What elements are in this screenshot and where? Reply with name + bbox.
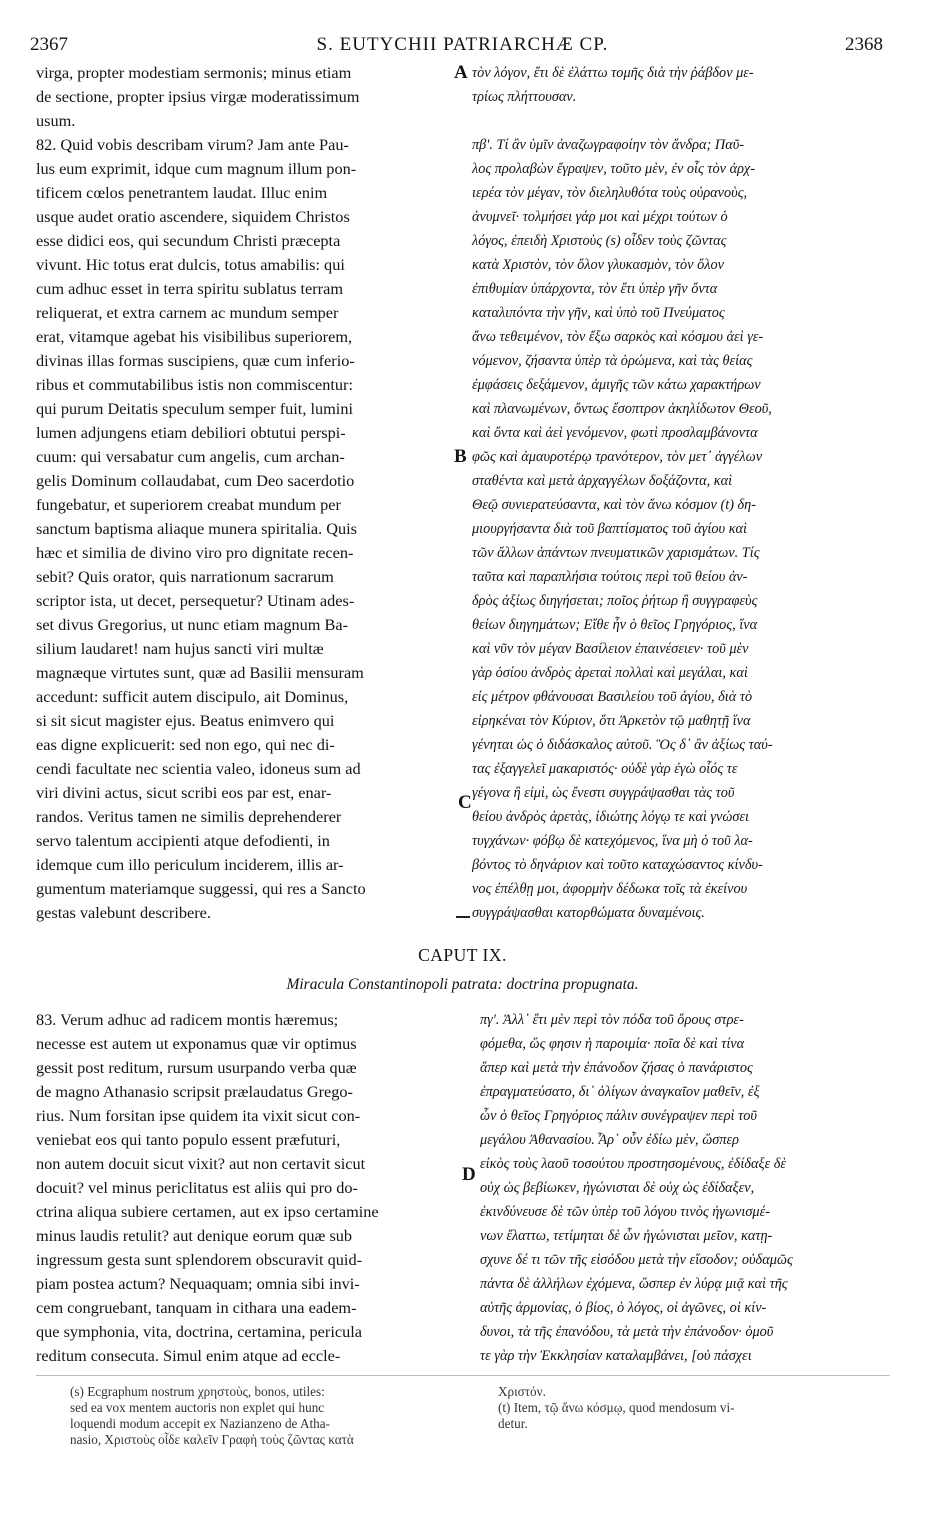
latin-text-line: magnæque virtutes sunt, quæ ad Basilii mensuram [36, 663, 364, 682]
footnote-line: (s) Ecgraphum nostrum χρηστοὺς, bonos, utiles: [70, 1384, 325, 1399]
greek-text-line: γέγονα ἢ εἰμὶ, ὡς ἔνεστι συγγράψασθαι τὰς τοῦ [472, 785, 735, 801]
greek-text-line: ἐμφάσεις δεξάμενον, ἀμιγῆς τῶν κάτω χαρακτήρων [472, 377, 761, 393]
latin-text-line: esse didici eos, qui secundum Christi præcepta [36, 231, 341, 250]
greek-text-line: τῶν ἄλλων ἁπάντων πνευματικῶν χαρισμάτων. Τίς [472, 545, 760, 561]
margin-letter-a: A [454, 62, 468, 83]
latin-text-line: ingressum gesta sunt splendorem obscuravit quid- [36, 1250, 363, 1269]
footnote-line: Χριστόν. [498, 1384, 546, 1399]
latin-text-line: gelis Dominum collaudabat, cum Deo sacerdotio [36, 471, 355, 490]
greek-text-line: γὰρ ὁσίου ἀνδρὸς ἀρεταὶ πολλαὶ καὶ μεγάλαι, καὶ [472, 665, 748, 681]
greek-text-line: πγʹ. Ἀλλ᾽ ἔτι μὲν περὶ τὸν πόδα τοῦ ὄρους στρε- [480, 1012, 744, 1028]
latin-text-line: cum adhuc esset in terra spiritu sublatus terram [36, 279, 343, 298]
latin-text-line: gumentum materiamque suggessi, qui res a Sancto [36, 879, 366, 898]
chapter-title: CAPUT IX. [418, 945, 507, 965]
latin-text-line: cem congruebant, tanquam in cithara una eadem- [36, 1298, 357, 1317]
greek-text-line: θείων διηγημάτων; Εἴθε ἦν ὁ θεῖος Γρηγόριος, ἵνα [472, 617, 758, 633]
latin-text-line: reditum consecuta. Simul enim atque ad eccle- [36, 1346, 341, 1365]
margin-letter-b: B [454, 446, 467, 467]
latin-text-line: sanctum baptisma aliaque munera spiritalia. Quis [36, 519, 358, 538]
greek-text-line: καταλιπόντα τὴν γῆν, καὶ ὑπὸ τοῦ Πνεύματος [472, 305, 725, 321]
page-number-right: 2368 [845, 34, 883, 55]
latin-text-line: cuum: qui versabatur cum angelis, cum archan- [36, 447, 345, 466]
greek-text-line: δρὸς ἀξίως διηγήσεται; ποῖος ῥήτωρ ἢ συγγραφεὺς [472, 593, 758, 609]
latin-text-line: que symphonia, vita, doctrina, certamina, pericula [36, 1322, 362, 1341]
margin-letter-d: D [462, 1164, 476, 1185]
latin-text-line: non autem docuit sicut vixit? aut non certavit sicut [36, 1154, 366, 1173]
greek-text-line: μεγάλου Ἀθανασίου. Ἆρ᾽ οὖν ἐδίω μὲν, ὥσπερ [480, 1132, 740, 1148]
greek-text-line: εἰκὸς τοὺς λαοῦ τοσούτου προστησομένους, ἐδίδαξε δὲ [480, 1156, 787, 1172]
latin-text-line: fungebatur, et superiorem creabat mundum per [36, 495, 341, 514]
greek-column-section-1 [472, 61, 773, 925]
greek-text-line: ἐπιθυμίαν ὑπάρχοντα, τὸν ἔτι ὑπὲρ γῆν ὄντα [472, 281, 718, 297]
greek-text-line [472, 109, 773, 133]
greek-text-line: καὶ νῦν τὸν μέγαν Βασίλειον ἐπαινέσειεν· τοῦ μὲν [472, 641, 749, 657]
latin-text-line: 83. Verum adhuc ad radicem montis hæremus; [36, 1010, 339, 1029]
latin-text-line: docuit? vel minus periclitatus est aliis qui pro do- [36, 1178, 358, 1197]
latin-text-line: qui purum Deitatis speculum semper fuit, lumini [36, 399, 353, 418]
latin-text-line: servo talentum accipienti atque defodienti, in [36, 831, 330, 850]
page-number-left: 2367 [30, 34, 68, 55]
footnote-line: (t) Item, τῷ ἄνω κόσμῳ, quod mendosum vi- [498, 1400, 735, 1415]
greek-text-line: νος ἐπέλθῃ μοι, ἀφορμὴν δέδωκα τοῖς τὰ ἐκείνου [472, 881, 748, 897]
greek-text-line: τυγχάνων· φόβῳ δὲ κατεχόμενος, ἵνα μὴ ὁ τοῦ λα- [472, 833, 753, 849]
greek-text-line: νων ἔλαττω, τετίμηται δὲ ὧν ἠγώνισται μεῖον, κατῃ- [480, 1228, 773, 1244]
greek-text-line: οὐχ ὡς βεβίωκεν, ἠγώνισται δὲ οὐχ ὡς ἐδίδαξεν, [480, 1180, 755, 1196]
latin-column-section-2 [36, 1008, 379, 1368]
latin-column-section-1 [36, 61, 366, 925]
latin-text-line: cendi facultate nec scientia valeo, idoneus sum ad [36, 759, 361, 778]
latin-text-line: scriptor ista, ut decet, persequetur? Utinam ades- [36, 591, 355, 610]
footnote-line: loquendi modum accepit ex Nazianzeno de Atha- [70, 1416, 330, 1431]
greek-text-line: ἅπερ καὶ μετὰ τὴν ἐπάνοδον ζήσας ὁ πανάριστος [480, 1060, 753, 1076]
latin-text-line: idemque cum illo periculum inciderem, illis ar- [36, 855, 344, 874]
greek-text-line: ἄνω τεθειμένον, τὸν ἔξω σαρκὸς καὶ κόσμου ἀεὶ γε- [472, 329, 764, 345]
margin-letter-c: C [458, 792, 472, 813]
latin-text-line: hæc et similia de divino viro pro dignitate recen- [36, 543, 354, 562]
greek-text-line: συγγράψασθαι κατορθώματα δυναμένοις. [472, 905, 705, 921]
greek-text-line: Θεῷ συνιερατεύσαντα, καὶ τὸν ἄνω κόσμον (t) δη- [472, 497, 757, 513]
greek-text-line: κατὰ Χριστὸν, τὸν ὅλον γλυκασμὸν, τὸν ὅλον [472, 257, 724, 273]
latin-text-line: si sit sicut magister ejus. Beatus enimvero qui [36, 711, 335, 730]
greek-text-line: τε γὰρ τὴν Ἐκκλησίαν καταλαμβάνει, [οὐ πάσχει [480, 1348, 752, 1364]
latin-text-line: reliquerat, et extra carnem ac mundum semper [36, 303, 339, 322]
latin-text-line: lumen adjungens etiam debiliori obtutui perspi- [36, 423, 346, 442]
latin-text-line: ribus et commutabilibus istis non commiscentur: [36, 375, 353, 394]
greek-text-line: πάντα δὲ ἀλλήλων ἐχόμενα, ὥσπερ ἐν λύρᾳ μιᾷ καὶ τῆς [480, 1276, 788, 1292]
latin-text-line: accedunt: sufficit autem discipulo, ait Dominus, [36, 687, 349, 706]
greek-text-line: ὧν ὁ θεῖος Γρηγόριος πάλιν συνέγραψεν περὶ τοῦ [480, 1108, 757, 1124]
greek-text-line: καὶ ὄντα καὶ ἀεὶ γενόμενον, φωτὶ προσλαμβάνοντα [472, 425, 758, 441]
greek-text-line: φῶς καὶ ἀμαυροτέρῳ τρανότερον, τὸν μετ᾽ ἀγγέλων [472, 449, 763, 465]
latin-text-line: randos. Veritus tamen ne similis deprehenderer [36, 807, 342, 826]
latin-text-line: virga, propter modestiam sermonis; minus etiam [36, 63, 352, 82]
greek-text-line: σταθέντα καὶ μετὰ ἀρχαγγέλων δοξάζοντα, καὶ [472, 473, 733, 489]
greek-text-line: δυνοι, τὰ τῆς ἐπανόδου, τὰ μετὰ τὴν ἐπάνοδον· ὁμοῦ [480, 1324, 774, 1340]
greek-text-line: θείου ἀνδρὸς ἀρετὰς, ἰδιώτης λόγῳ τε καὶ γνώσει [472, 809, 750, 825]
latin-text-line: gestas valebunt describere. [36, 903, 211, 922]
running-title: S. EUTYCHII PATRIARCHÆ CP. [316, 34, 609, 55]
greek-text-line: ἀνυμνεῖ· τολμήσει γάρ μοι καὶ μέχρι τούτων ὁ [472, 209, 728, 225]
greek-text-line: ταῦτα καὶ παραπλήσια τούτοις περὶ τοῦ θείου ἀν- [472, 569, 748, 585]
greek-text-line: ιερέα τὸν μέγαν, τὸν διεληλυθότα τοὺς οὐρανοὺς, [472, 185, 748, 201]
latin-text-line: eas digne explicuerit: sed non ego, qui nec di- [36, 735, 335, 754]
greek-text-line: τὸν λόγον, ἔτι δὲ ἐλάττω τομῆς διὰ τὴν ῥάβδον με- [472, 65, 754, 81]
latin-text-line: viri divini actus, sicut scribi eos par est, enar- [36, 783, 332, 802]
greek-text-line: μιουργήσαντα διὰ τοῦ βαπτίσματος τοῦ ἁγίου καὶ [472, 521, 748, 537]
greek-text-line: εἰς μέτρον φθάνουσαι Βασιλείου τοῦ ἁγίου, διὰ τὸ [472, 689, 753, 705]
latin-text-line: sebit? Quis orator, quis narrationum sacrarum [36, 567, 334, 586]
greek-text-line: λόγος, ἐπειδὴ Χριστοὺς (s) οἶδεν τοὺς ζῶντας [472, 233, 727, 249]
greek-text-line: φόμεθα, ὥς φησιν ἡ παροιμία· ποῖα δὲ καὶ τίνα [480, 1036, 745, 1052]
greek-text-line: τας ἐξαγγελεῖ μακαριστός· οὐδὲ γὰρ ἐγὼ οἷός τε [472, 761, 738, 777]
footnotes-right [498, 1384, 735, 1432]
footnote-rule [36, 1375, 890, 1376]
latin-text-line: vivunt. Hic totus erat dulcis, totus amabilis: qui [36, 255, 345, 274]
latin-text-line: rius. Num forsitan ipse quidem ita vixit sicut con- [36, 1106, 361, 1125]
latin-text-line: usum. [36, 111, 76, 130]
greek-text-line: ἐκινδύνευσε δὲ τῶν ὑπὲρ τοῦ λόγου τινὸς ἠγωνισμέ- [480, 1204, 770, 1220]
greek-text-line: ἐπραγματεύσατο, δι᾽ ὀλίγων ἀναγκαῖον μαθεῖν, ἐξ [480, 1084, 760, 1100]
greek-text-line: γένηται ὡς ὁ διδάσκαλος αὐτοῦ. Ὃς δ᾽ ἂν ἀξίως ταύ- [472, 737, 773, 753]
latin-text-line: de magno Athanasio scripsit prælaudatus Grego- [36, 1082, 353, 1101]
latin-text-line: de sectione, propter ipsius virgæ moderatissimum [36, 87, 360, 106]
latin-text-line: tificem cœlos penetrantem laudat. Illuc enim [36, 183, 328, 202]
latin-text-line: 82. Quid vobis describam virum? Jam ante Pau- [36, 135, 349, 154]
latin-text-line: erat, vitamque agebat his visibilibus superiorem, [36, 327, 353, 346]
latin-text-line: silium laudaret! nam hujus sancti viri multæ [36, 639, 324, 658]
latin-text-line: minus laudis retulit? aut denique eorum quæ sub [36, 1226, 353, 1245]
latin-text-line: necesse est autem ut exponamus quæ vir optimus [36, 1034, 357, 1053]
latin-text-line: lus eum exprimit, idque cum magnum illum pon- [36, 159, 357, 178]
greek-text-line: σχυνε δέ τι τῶν τῆς εἰσόδου μετὰ τὴν εἴσοδον; οὐδαμῶς [480, 1252, 793, 1268]
greek-text-line: αὐτῆς ἁρμονίας, ὁ βίος, ὁ λόγος, οἱ ἀγῶνες, οἱ κίν- [480, 1300, 767, 1316]
greek-text-line: τρίως πλήττουσαν. [472, 89, 577, 105]
footnote-line: sed ea vox mentem auctoris non explet qui hunc [70, 1400, 325, 1415]
latin-text-line: gessit post reditum, rursum usurpando verba quæ [36, 1058, 357, 1077]
greek-text-line: βόντος τὸ δηνάριον καὶ τοῦτο καταχώσαντος κίνδυ- [472, 857, 763, 873]
latin-text-line: piam postea actum? Nequaquam; omnia sibi invi- [36, 1274, 360, 1293]
greek-column-section-2 [480, 1008, 793, 1368]
latin-text-line: veniebat eos qui tanto populo essent præfuturi, [36, 1130, 341, 1149]
footnote-line: detur. [498, 1416, 528, 1431]
latin-text-line: divinas illas formas suscipiens, quæ cum inferio- [36, 351, 355, 370]
latin-text-line: set divus Gregorius, ut nunc etiam magnum Ba- [36, 615, 348, 634]
latin-text-line: usque audet oratio ascendere, siquidem Christos [36, 207, 350, 226]
greek-text-line: εἰρηκέναι τὸν Κύριον, ὅτι Ἀρκετὸν τῷ μαθητῇ ἵνα [472, 713, 751, 729]
greek-text-line: καὶ πλανωμένων, ὄντως ἔσοπτρον ἀκηλίδωτον Θεοῦ, [472, 401, 772, 417]
footnote-line: nasio, Χριστοὺς οἶδε καλεῖν Γραφὴ τοὺς ζῶντας κατὰ [70, 1432, 354, 1447]
greek-text-line: πβʹ. Τί ἂν ὑμῖν ἀναζωγραφοίην τὸν ἄνδρα; Παῦ- [472, 137, 745, 153]
latin-text-line: ctrina aliqua subiere certamen, aut ex ipso certamine [36, 1202, 379, 1221]
chapter-subtitle: Miracula Constantinopoli patrata: doctrina propugnata. [286, 976, 639, 993]
footnotes-left [70, 1384, 354, 1448]
section-divider [456, 916, 470, 918]
greek-text-line: λος προλαβὼν ἔγραψεν, τοῦτο μὲν, ἐν οἷς τὸν ἀρχ- [472, 161, 755, 177]
greek-text-line: νόμενον, ζήσαντα ὑπὲρ τὰ ὁρώμενα, καὶ τὰς θείας [472, 353, 753, 369]
